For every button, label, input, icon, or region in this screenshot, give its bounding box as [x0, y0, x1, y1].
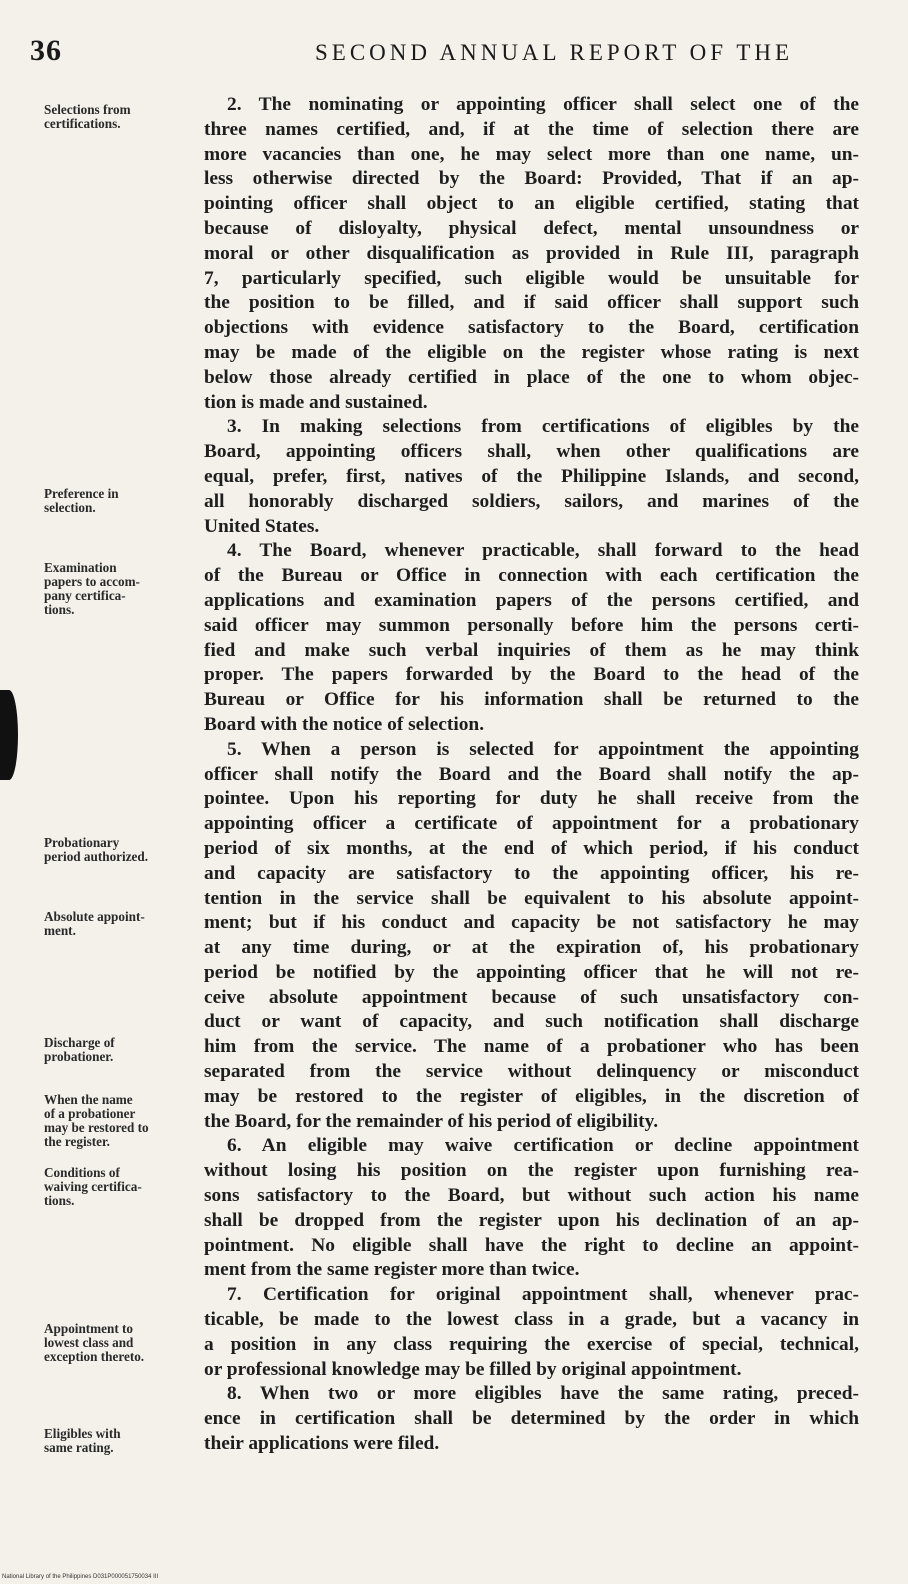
margin-note-line: Preference in — [44, 486, 119, 501]
page-number: 36 — [30, 34, 62, 67]
text-line: 6. An eligible may waive certification or decline appointment — [227, 1135, 859, 1157]
text-line: or professional knowledge may be filled by original appointment. — [204, 1358, 742, 1380]
text-line: 7, particularly specified, such eligible would be unsuitable for — [204, 267, 859, 289]
text-line: three names certified, and, if at the time of selection there are — [204, 118, 859, 140]
text-line: 3. In making selections from certifications of eligibles by the — [227, 416, 859, 438]
margin-note-line: period authorized. — [44, 849, 149, 864]
text-line: him from the service. The name of a probationer who has been — [204, 1036, 859, 1058]
text-line: of the Bureau or Office in connection with each certification the — [204, 565, 859, 587]
margin-note — [44, 561, 214, 617]
text-line: applications and examination papers of the persons certified, and — [204, 589, 859, 611]
margin-note-line: Probationary — [44, 835, 120, 850]
margin-note-line: tions. — [44, 602, 75, 617]
margin-note-line: same rating. — [44, 1440, 114, 1455]
text-line: ment from the same register more than twice. — [204, 1259, 580, 1281]
margin-note-line: When the name — [44, 1092, 133, 1107]
scan-blot — [0, 690, 18, 780]
text-line: all honorably discharged soldiers, sailors, and marines of the — [204, 490, 859, 512]
text-line: equal, prefer, first, natives of the Philippine Islands, and second, — [204, 465, 859, 487]
text-line: fied and make such verbal inquiries of them as he may think — [204, 639, 859, 661]
margin-note — [44, 1166, 214, 1208]
text-line: 5. When a person is selected for appointment the appointing — [227, 738, 859, 760]
text-line: 7. Certification for original appointment shall, whenever prac- — [227, 1284, 859, 1306]
margin-note-line: pany certifica- — [44, 588, 126, 603]
text-line: ticable, be made to the lowest class in a grade, but a vacancy in — [204, 1309, 859, 1331]
body-text — [204, 93, 859, 1457]
running-head: SECOND ANNUAL REPORT OF THE — [315, 40, 794, 65]
text-line: Bureau or Office for his information shall be returned to the — [204, 689, 859, 711]
text-line: separated from the service without delinquency or misconduct — [204, 1061, 859, 1083]
text-line: their applications were filed. — [204, 1433, 440, 1455]
margin-note-line: selection. — [44, 500, 96, 515]
text-line: 4. The Board, whenever practicable, shall forward to the head — [227, 540, 859, 562]
text-line: the position to be filled, and if said officer shall support such — [204, 292, 859, 314]
text-line: tention in the service shall be equivalent to his absolute appoint- — [204, 887, 859, 909]
margin-note-line: ment. — [44, 923, 76, 938]
margin-note — [44, 1036, 214, 1064]
text-line: moral or other disqualification as provided in Rule III, paragraph — [204, 242, 859, 264]
text-line: period of six months, at the end of which period, if his conduct — [204, 837, 859, 859]
margin-note-line: Selections from — [44, 102, 131, 117]
text-line: may be restored to the register of eligibles, in the discretion of — [204, 1085, 859, 1107]
text-line: ence in certification shall be determined by the order in which — [204, 1408, 859, 1430]
margin-note — [44, 1427, 214, 1455]
margin-note — [44, 1322, 214, 1364]
text-line: because of disloyalty, physical defect, mental unsoundness or — [204, 217, 859, 239]
text-line: Board, appointing officers shall, when other qualifications are — [204, 441, 859, 463]
text-line: officer shall notify the Board and the Board shall notify the ap- — [204, 763, 859, 785]
margin-note-line: of a probationer — [44, 1106, 136, 1121]
text-line: without losing his position on the register upon furnishing rea- — [204, 1160, 859, 1182]
margin-note — [44, 836, 214, 864]
text-line: United States. — [204, 515, 320, 537]
text-line: Board with the notice of selection. — [204, 713, 485, 735]
text-line: objections with evidence satisfactory to the Board, certification — [204, 317, 859, 339]
text-line: the Board, for the remainder of his period of eligibility. — [204, 1110, 659, 1132]
text-line: pointee. Upon his reporting for duty he shall receive from the — [204, 788, 859, 810]
margin-note-line: probationer. — [44, 1049, 114, 1064]
margin-note-line: the register. — [44, 1134, 110, 1149]
text-line: 2. The nominating or appointing officer shall select one of the — [227, 94, 859, 115]
text-line: below those already certified in place of the one to whom objec- — [204, 366, 859, 388]
text-line: a position in any class requiring the exercise of special, technical, — [204, 1333, 859, 1355]
margin-note-line: Absolute appoint- — [44, 909, 145, 924]
text-line: period be notified by the appointing officer that he will not re- — [204, 961, 859, 983]
text-line: tion is made and sustained. — [204, 391, 428, 413]
margin-note — [44, 487, 214, 515]
margin-note — [44, 910, 214, 938]
text-line: and capacity are satisfactory to the appointing officer, his re- — [204, 862, 859, 884]
margin-note-line: waiving certifica- — [44, 1179, 142, 1194]
margin-note-line: tions. — [44, 1193, 75, 1208]
text-line: said officer may summon personally before him the persons certi- — [204, 614, 859, 636]
margin-note-line: Examination — [44, 560, 117, 575]
text-line: may be made of the eligible on the register whose rating is next — [204, 341, 859, 363]
text-line: pointing officer shall object to an eligible certified, stating that — [204, 193, 859, 215]
margin-note-line: exception thereto. — [44, 1349, 145, 1364]
text-line: pointment. No eligible shall have the right to decline an appoint- — [204, 1234, 859, 1256]
margin-note-line: papers to accom- — [44, 574, 140, 589]
text-line: shall be dropped from the register upon his declination of an ap- — [204, 1209, 859, 1231]
margin-note-line: lowest class and — [44, 1335, 134, 1350]
text-line: sons satisfactory to the Board, but without such action his name — [204, 1185, 859, 1207]
text-line: ceive absolute appointment because of such unsatisfactory con- — [204, 986, 859, 1008]
margin-note — [44, 1093, 214, 1149]
margin-note-line: Appointment to — [44, 1321, 134, 1336]
margin-note-line: Eligibles with — [44, 1426, 121, 1441]
text-line: at any time during, or at the expiration of, his probationary — [204, 937, 859, 959]
margin-note-line: may be restored to — [44, 1120, 149, 1135]
text-line: ment; but if his conduct and capacity be not satisfactory he may — [204, 912, 859, 934]
text-line: more vacancies than one, he may select more than one name, un- — [204, 143, 859, 165]
margin-note-line: certifications. — [44, 116, 121, 131]
text-line: less otherwise directed by the Board: Provided, That if an ap- — [204, 168, 859, 190]
page-header — [30, 34, 880, 74]
margin-note-line: Discharge of — [44, 1035, 115, 1050]
scan-footer: National Library of the Philippines D031P000051750034 III — [2, 1574, 159, 1580]
margin-note-line: Conditions of — [44, 1165, 120, 1180]
text-line: duct or want of capacity, and such notification shall discharge — [204, 1011, 859, 1033]
text-line: appointing officer a certificate of appointment for a probationary — [204, 813, 859, 835]
text-line: 8. When two or more eligibles have the same rating, preced- — [227, 1383, 859, 1405]
margin-note — [44, 103, 214, 131]
text-line: proper. The papers forwarded by the Board to the head of the — [204, 664, 859, 686]
